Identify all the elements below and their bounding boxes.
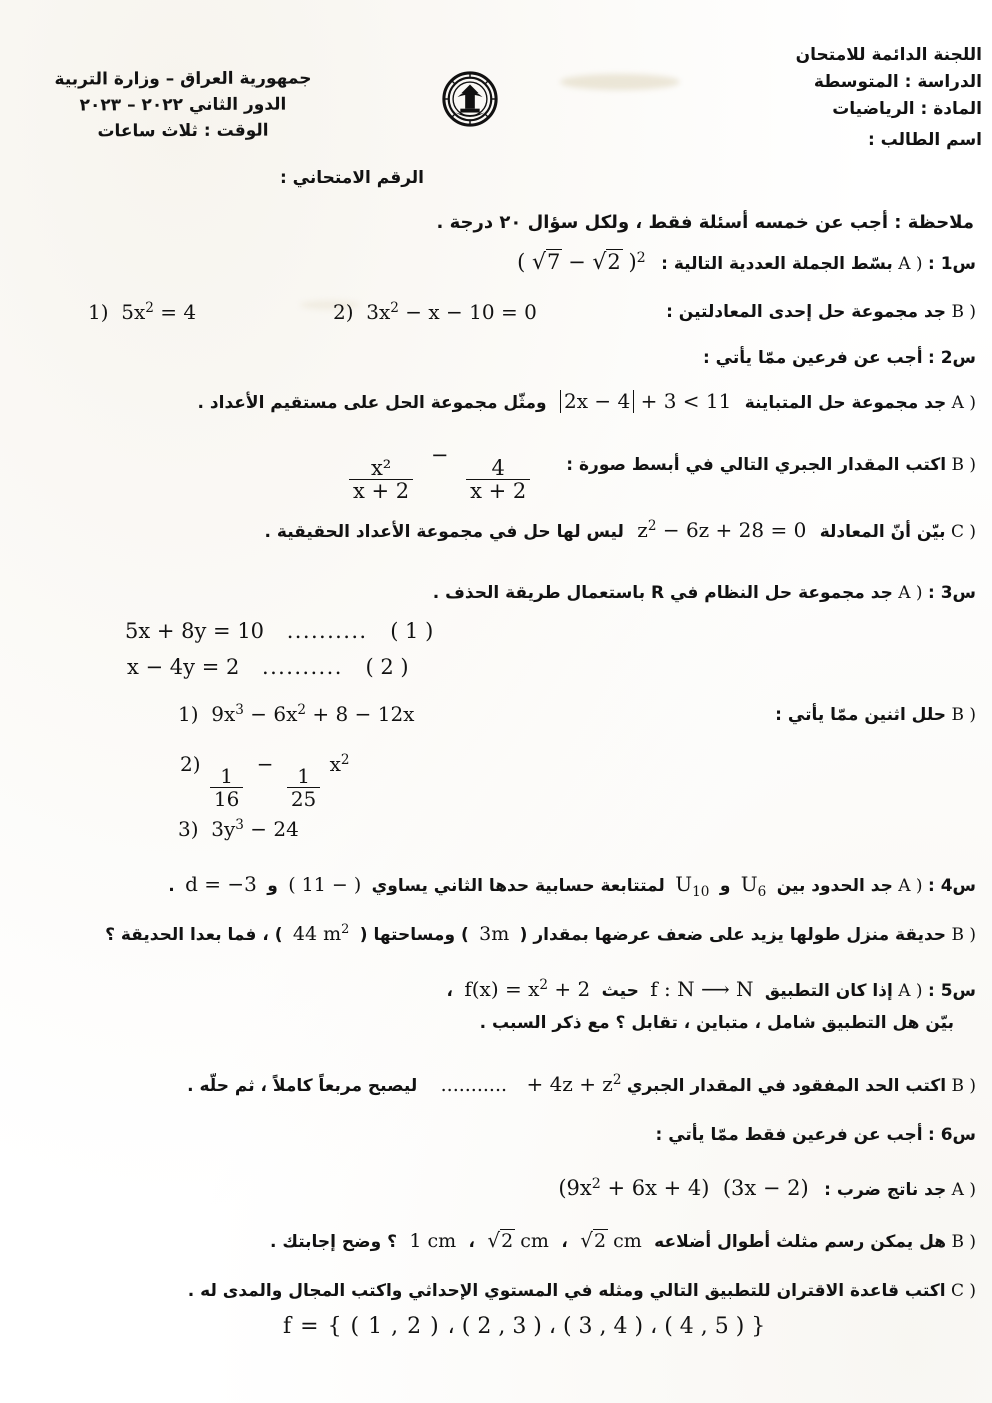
q5-missing-term-blank: ........... xyxy=(440,1074,508,1096)
q2-b-fraction-2 xyxy=(466,457,530,504)
q4-measure-width-increment: 3m xyxy=(479,923,510,945)
q2-stem-text: أجب عن فرعين ممّا يأتي : xyxy=(702,348,923,368)
header-left-block xyxy=(18,66,348,144)
q5-label: س5 : xyxy=(927,981,976,1001)
question-2-part-a xyxy=(198,389,976,413)
question-6-stem xyxy=(655,1125,976,1145)
question-2-part-c xyxy=(265,518,976,542)
q1-label: س1 : xyxy=(927,254,976,274)
q3-part-b-label: B ) xyxy=(951,705,976,725)
q2-b-fraction-1 xyxy=(349,457,413,504)
q6-part-a-expression: $(9x^2 + 6x + 4) (3x - 2)$ xyxy=(558,1175,809,1200)
q2-part-b-label: B ) xyxy=(951,455,976,475)
subject: المادة : الرياضيات xyxy=(832,99,982,119)
q1-part-a-label: A ) xyxy=(898,254,923,274)
q4-part-b-text-c: ) ، فما بعدا الحديقة ؟ xyxy=(105,925,283,945)
q3-eq1-expression: 5x + 8y = 10 xyxy=(125,619,265,643)
q4-term-1: $U_6$ xyxy=(740,872,767,900)
question-5-part-a xyxy=(446,977,976,1001)
q6-part-c-text: اكتب قاعدة الاقتران للتطبيق التالي ومثله في المستوي الإحداثي واكتب المجال والمدى له . xyxy=(187,1281,946,1301)
q3-label: س3 : xyxy=(927,583,976,603)
q4-conjunction-2: و xyxy=(267,876,278,896)
iraq-state-emblem-seal xyxy=(441,70,499,128)
q5-part-a-label: A ) xyxy=(898,981,923,1001)
q3-b-item2-tail: $x^2$ xyxy=(329,751,350,776)
question-1-part-b xyxy=(666,302,976,322)
q3-b-item3-number: 3) xyxy=(178,817,199,841)
q2-part-a-text-after: ومثّل مجموعة الحل على مستقيم الأعداد . xyxy=(197,393,547,413)
q3-part-b-item-3 xyxy=(178,817,299,841)
q2-part-a-expression: 2x − 4 + 3 < 11 xyxy=(560,389,731,413)
exam-number-field-label[interactable]: الرقم الامتحاني : xyxy=(279,168,424,188)
q4-second-term-value: ( 11 − ) xyxy=(288,874,362,896)
q1-part-b-item-2 xyxy=(333,300,537,324)
question-3-part-a xyxy=(433,583,976,603)
q3-system-equation-2 xyxy=(127,655,409,679)
q4-common-difference: d = −3 xyxy=(185,872,257,896)
q3-b-item1-number: 1) xyxy=(178,702,199,726)
q4-part-a-period: . xyxy=(168,876,175,896)
q1-b-item2-expression: $3x^2 - x - 10 = 0$ xyxy=(359,299,537,324)
question-1-part-a xyxy=(517,250,976,275)
q3-b-item1-expression: $9x^3 - 6x^2 + 8 - 12x$ xyxy=(204,701,415,726)
q6-triangle-side-3: 1 cm xyxy=(409,1230,457,1252)
student-name-field-label[interactable]: اسم الطالب : xyxy=(867,130,982,150)
q3-part-b-item-1 xyxy=(178,702,414,726)
q6-side-separator-1: ، xyxy=(561,1232,568,1252)
country-ministry: جمهورية العراق – وزارة التربية xyxy=(54,68,312,90)
q4-part-a-text-b: لمتتابعة حسابية حدها الثاني يساوي xyxy=(371,876,665,896)
q2-b-operator: − xyxy=(430,443,449,467)
q5-part-a-text-a: إذا كان التطبيق xyxy=(764,981,893,1001)
q1-b-item1-expression: $5x^2 = 4$ xyxy=(114,299,197,324)
question-3-part-b xyxy=(775,705,976,725)
question-4-part-a xyxy=(168,872,976,900)
q3-b-item2-fracb-den: 25 xyxy=(287,787,320,810)
header-right-block xyxy=(646,42,982,154)
q1-part-b-text: جد مجموعة حل إحدى المعادلتين : xyxy=(666,302,947,322)
q2-part-a-text-before: جد مجموعة حل المتباينة xyxy=(744,393,947,413)
q1-part-a-expression: ( √7 − √2 )$^2$ xyxy=(517,249,646,275)
q3-eq1-dots: .......... xyxy=(286,619,368,643)
question-5-part-b xyxy=(187,1072,976,1096)
q6-side-separator-2: ، xyxy=(468,1232,476,1252)
q4-measure-area: 44 $m^2$ xyxy=(292,922,350,945)
q3-part-b-item-2 xyxy=(180,752,350,811)
q3-eq2-number: ( 2 ) xyxy=(365,655,409,679)
q3-b-item2-fraca-den: 16 xyxy=(210,787,243,810)
q4-part-a-label: A ) xyxy=(898,876,923,896)
q5-mapping-expression: f : N ⟶ N xyxy=(650,977,754,1001)
q5-part-a-comma: ، xyxy=(446,981,453,1001)
question-4-part-b xyxy=(105,923,976,945)
q4-part-a-text-a: جد الحدود بين xyxy=(776,876,893,896)
q3-part-b-text: حلل اثنين ممّا يأتي : xyxy=(775,705,947,725)
q5-part-a-second-line: بيّن هل التطبيق شامل ، متباين ، تقابل ؟ مع ذكر السبب . xyxy=(479,1013,954,1033)
q2-part-b-text: اكتب المقدار الجبري التالي في أبسط صورة : xyxy=(566,455,947,475)
q1-b-item1-number: 1) xyxy=(88,300,109,324)
q4-part-b-text-a: حديقة منزل طولها يزيد على ضعف عرضها بمقدار ( xyxy=(519,925,947,945)
q4-conjunction-1: و xyxy=(719,876,731,896)
q2-b-frac2-numerator: 4 xyxy=(491,456,505,481)
exam-session: الدور الثاني ٢٠٢٢ – ٢٠٢٣ xyxy=(79,94,287,116)
question-2-part-b xyxy=(566,455,976,475)
q6-label: س6 : xyxy=(927,1125,976,1145)
q3-b-item2-fracb-num: 1 xyxy=(297,764,310,789)
question-6-part-b xyxy=(270,1228,976,1252)
exam-duration: الوقت : ثلاث ساعات xyxy=(97,120,269,142)
q6-part-c-label: C ) xyxy=(950,1281,976,1301)
q3-eq2-dots: .......... xyxy=(262,655,343,679)
study-stage: الدراسة : المتوسطة xyxy=(813,72,982,92)
q6-triangle-side-1: √2 cm xyxy=(580,1228,642,1252)
q5-part-b-label: B ) xyxy=(951,1076,976,1096)
q2-b-frac2-denominator: x + 2 xyxy=(466,479,530,504)
question-6-part-c xyxy=(188,1281,976,1301)
q6-part-c-function-set: f = { ( 1 , 2 ) ، ( 2 , 3 ) ، ( 3 , 4 ) ، ( 4 , 5 ) } xyxy=(283,1314,767,1339)
q3-b-item2-number: 2) xyxy=(180,752,201,776)
q2-part-a-label: A ) xyxy=(951,393,976,413)
exam-note: ملاحظة : أجب عن خمسه أسئلة فقط ، ولكل سؤال ٢٠ درجة . xyxy=(436,212,974,233)
q4-part-b-label: B ) xyxy=(951,925,976,945)
q2-part-c-label: C ) xyxy=(950,522,976,542)
q2-b-frac1-numerator: x² xyxy=(370,456,392,481)
q3-b-item3-expression: $3y^3 - 24$ xyxy=(204,816,299,841)
q2-part-c-text-after: ليس لها حل في مجموعة الأعداد الحقيقية . xyxy=(264,522,624,542)
q1-part-b-item-1 xyxy=(88,300,196,324)
q1-part-a-text: بسّط الجملة العددية التالية : xyxy=(661,254,893,274)
q3-eq1-number: ( 1 ) xyxy=(390,619,434,643)
q4-term-2: $U_{10}$ xyxy=(675,872,710,900)
q3-b-item2-operator: − xyxy=(256,752,274,776)
q5-part-b-text-b: ليصبح مربعاً كاملاً ، ثم حلّه . xyxy=(187,1076,418,1096)
q4-label: س4 : xyxy=(927,876,976,896)
question-2-stem xyxy=(703,348,976,368)
q6-part-b-label: B ) xyxy=(951,1232,976,1252)
q6-part-b-text-a: هل يمكن رسم مثلث أطوال أضلاعه xyxy=(654,1232,947,1252)
q3-b-item2-fraction-b xyxy=(287,766,320,810)
q1-part-b-label: B ) xyxy=(951,302,976,322)
q6-triangle-side-2: √2 cm xyxy=(487,1228,549,1252)
q4-part-b-text-b: ) ومساحتها ( xyxy=(359,925,469,945)
q5-part-b-expression: + $4z + z^2$ xyxy=(526,1071,622,1096)
question-6-part-a xyxy=(558,1176,976,1200)
q2-b-frac1-denominator: x + 2 xyxy=(349,479,413,504)
committee-name: اللجنة الدائمة للامتحان xyxy=(795,45,982,65)
q2-part-b-expression xyxy=(346,443,533,504)
q3-b-item2-fraca-num: 1 xyxy=(220,764,233,789)
q2-label: س2 : xyxy=(927,348,976,368)
q6-part-b-text-b: ؟ وضح إجابتك . xyxy=(270,1232,397,1252)
q3-part-a-text: جد مجموعة حل النظام في R باستعمال طريقة الحذف . xyxy=(432,583,893,603)
q6-stem-text: أجب عن فرعين فقط ممّا يأتي : xyxy=(655,1125,923,1145)
q6-part-a-label: A ) xyxy=(951,1180,976,1200)
q5-part-b-text-a: اكتب الحد المفقود في المقدار الجبري xyxy=(626,1076,947,1096)
q2-part-c-text-before: بيّن أنّ المعادلة xyxy=(819,522,946,542)
q3-part-a-label: A ) xyxy=(898,583,923,603)
q5-part-a-text-b: حيث xyxy=(601,981,639,1001)
q1-b-item2-number: 2) xyxy=(333,300,354,324)
q2-part-c-expression: $z^2 - 6z + 28 = 0$ xyxy=(637,517,807,542)
q3-b-item2-fraction-a xyxy=(210,766,243,810)
q6-part-a-text: جد ناتج ضرب : xyxy=(824,1180,947,1200)
q5-function-expression: $f(x) = x^2 + 2$ xyxy=(464,976,591,1001)
q3-system-equation-1 xyxy=(125,619,433,643)
q3-eq2-expression: x − 4y = 2 xyxy=(127,655,240,679)
